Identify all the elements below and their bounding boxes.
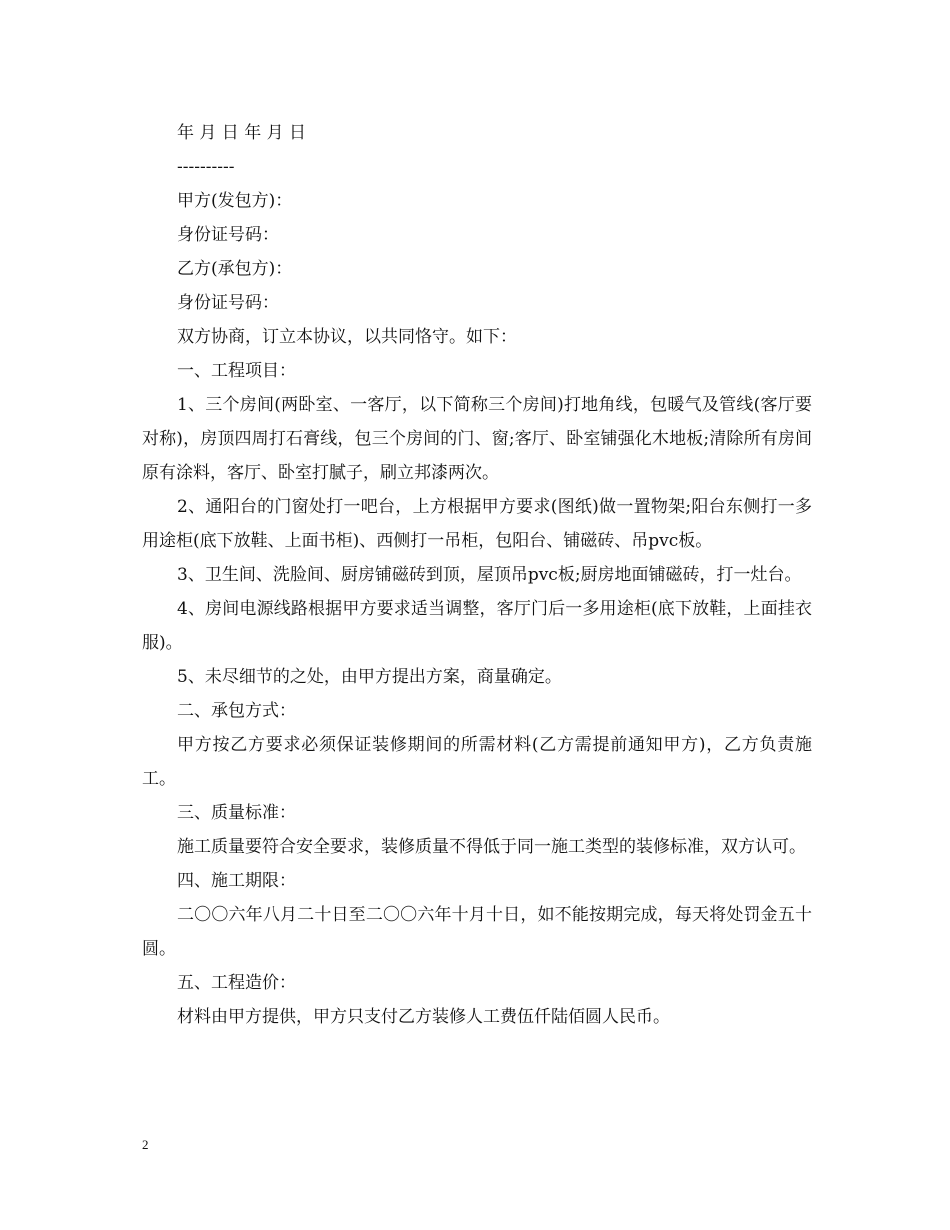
quality-text: 施工质量要符合安全要求，装修质量不得低于同一施工类型的装修标准，双方认可。 (177, 837, 806, 857)
party-a-id-label: 身份证号码： (177, 225, 279, 245)
project-item-3: 3、卫生间、洗脸间、厨房铺磁砖到顶，屋顶吊pvc板;厨房地面铺磁砖，打一灶台。 (177, 565, 802, 585)
cost-text: 材料由甲方提供，甲方只支付乙方装修人工费伍仟陆佰圆人民币。 (177, 1007, 670, 1027)
contract-mode-text: 甲方按乙方要求必须保证装修期间的所需材料(乙方需提前通知甲方)，乙方负责施工。 (142, 735, 812, 789)
section-heading-contract-mode: 二、承包方式： (177, 701, 296, 721)
document-body (142, 116, 812, 1034)
party-a-label: 甲方(发包方)： (177, 191, 293, 211)
section-heading-project: 一、工程项目： (177, 361, 296, 381)
section-heading-quality: 三、质量标准： (177, 803, 296, 823)
page-number: 2 (142, 1137, 149, 1152)
date-line: 年 月 日 年 月 日 (177, 123, 307, 143)
period-text: 二〇〇六年八月二十日至二〇〇六年十月十日，如不能按期完成，每天将处罚金五十圆。 (142, 905, 812, 959)
agreement-intro: 双方协商，订立本协议，以共同恪守。如下： (177, 327, 517, 347)
separator-line: ---------- (177, 157, 235, 177)
section-heading-cost: 五、工程造价： (177, 973, 296, 993)
project-item-2: 2、通阳台的门窗处打一吧台，上方根据甲方要求(图纸)做一置物架;阳台东侧打一多用途柜(底下放鞋、上面书柜)、西侧打一吊柜，包阳台、铺磁砖、吊pvc板。 (142, 497, 812, 551)
project-item-4: 4、房间电源线路根据甲方要求适当调整，客厅门后一多用途柜(底下放鞋，上面挂衣服)。 (142, 599, 812, 653)
party-b-id-label: 身份证号码： (177, 293, 279, 313)
party-b-label: 乙方(承包方)： (177, 259, 293, 279)
section-heading-period: 四、施工期限： (177, 871, 296, 891)
project-item-5: 5、未尽细节的之处，由甲方提出方案，商量确定。 (177, 667, 562, 687)
project-item-1: 1、三个房间(两卧室、一客厅，以下简称三个房间)打地角线，包暖气及管线(客厅要对称)，房顶四周打石膏线，包三个房间的门、窗;客厅、卧室铺强化木地板;清除所有房间原有涂料，客厅、卧室打腻子，刷立邦漆两次。 (142, 395, 812, 483)
